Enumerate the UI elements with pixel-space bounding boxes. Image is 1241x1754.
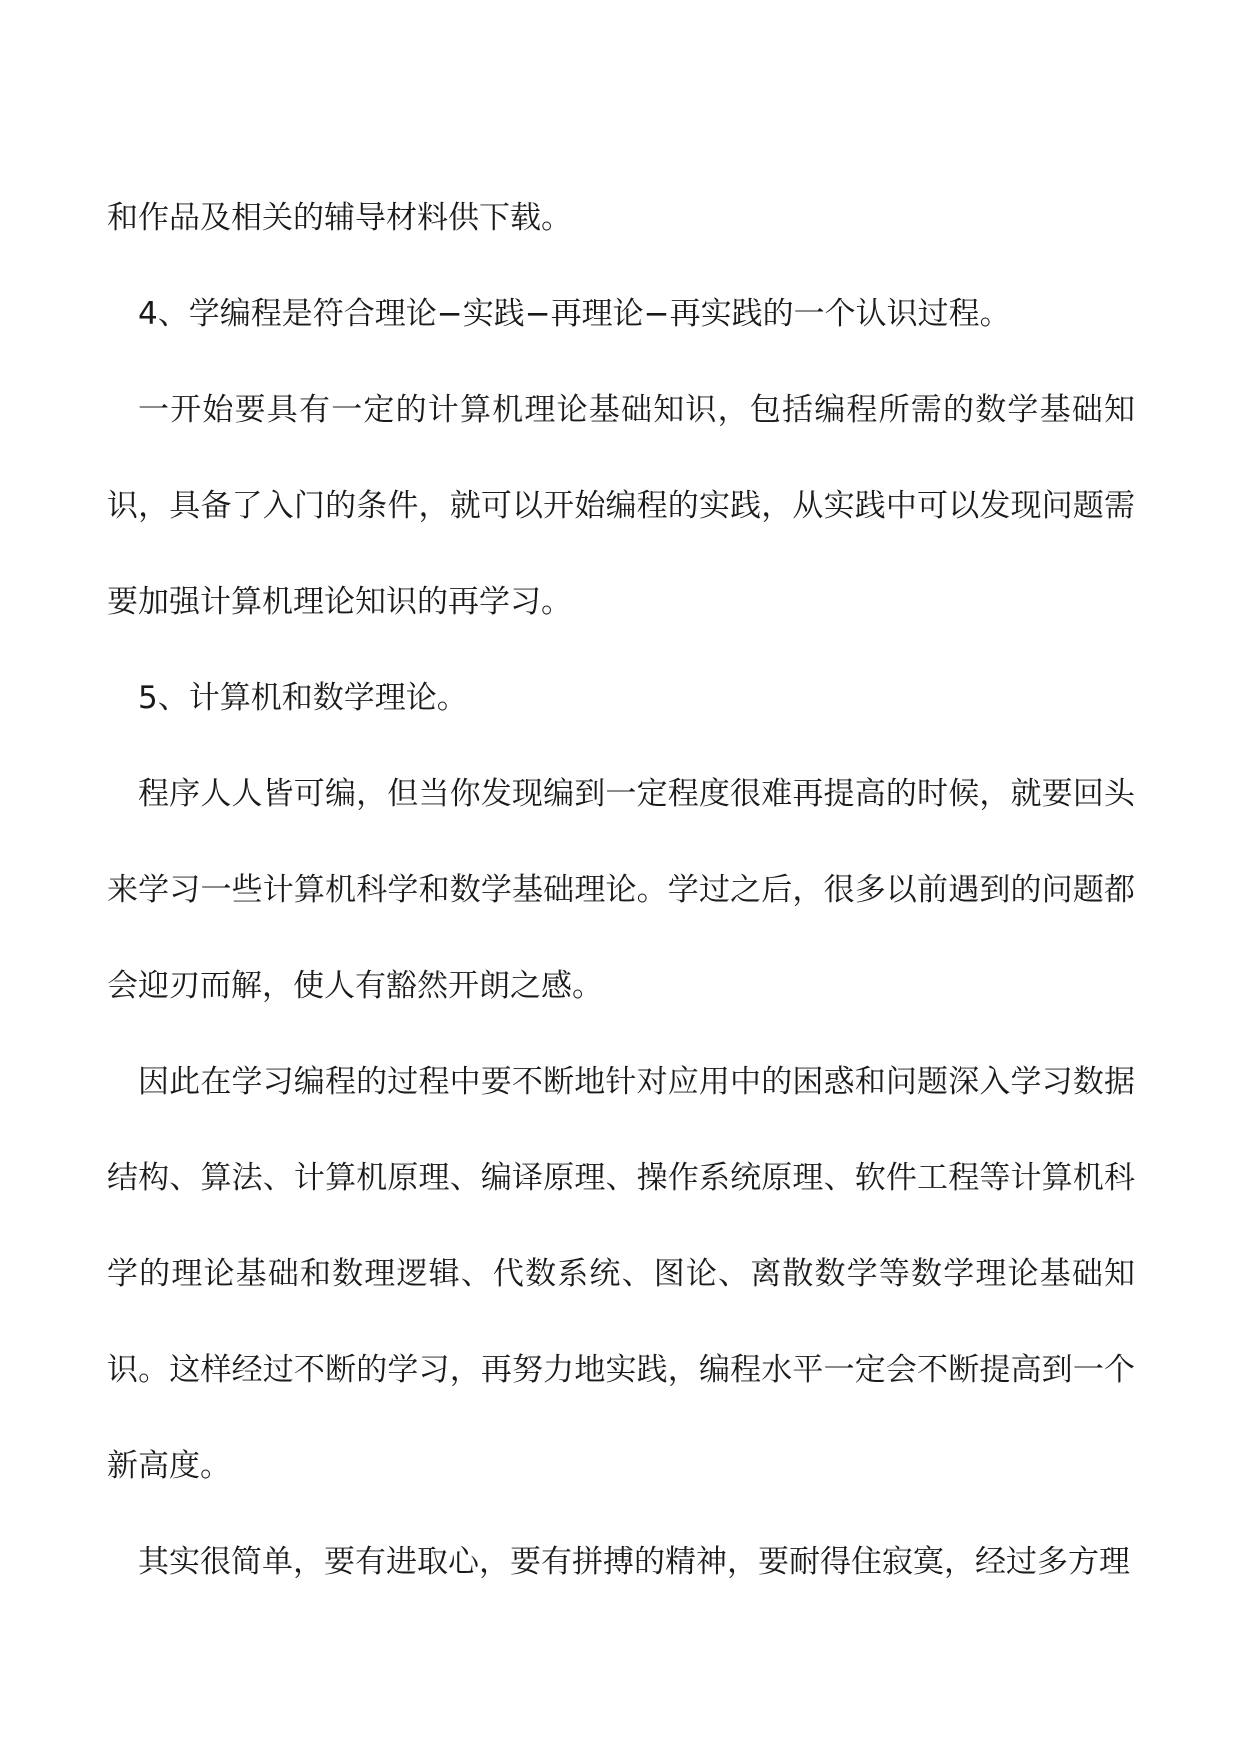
paragraph-point-4-body: 一开始要具有一定的计算机理论基础知识，包括编程所需的数学基础知识，具备了入门的条件，就可以开始编程的实践，从实践中可以发现问题需要加强计算机理论知识的再学习。 [107,392,1135,620]
paragraph-point-5-body: 程序人人皆可编，但当你发现编到一定程度很难再提高的时候，就要回头来学习一些计算机科学和数学基础理论。学过之后，很多以前遇到的问题都会迎刃而解，使人有豁然开朗之感。 [107,776,1135,1004]
paragraph-point-4-heading: 4、学编程是符合理论−实践−再理论−再实践的一个认识过程。 [138,296,1011,332]
paragraph-continuation: 和作品及相关的辅导材料供下载。 [107,200,572,236]
paragraph-study-advice: 因此在学习编程的过程中要不断地针对应用中的困惑和问题深入学习数据结构、算法、计算机原理、编译原理、操作系统原理、软件工程等计算机科学的理论基础和数理逻辑、代数系统、图论、离散数学等数学理论基础知识。这样经过不断的学习，再努力地实践，编程水平一定会不断提高到一个新高度。 [107,1064,1135,1484]
document-body [107,170,1135,1610]
paragraph-point-5-heading: 5、计算机和数学理论。 [138,680,468,716]
paragraph-closing: 其实很简单，要有进取心，要有拼搏的精神，要耐得住寂寞，经过多方理 [138,1544,1130,1580]
